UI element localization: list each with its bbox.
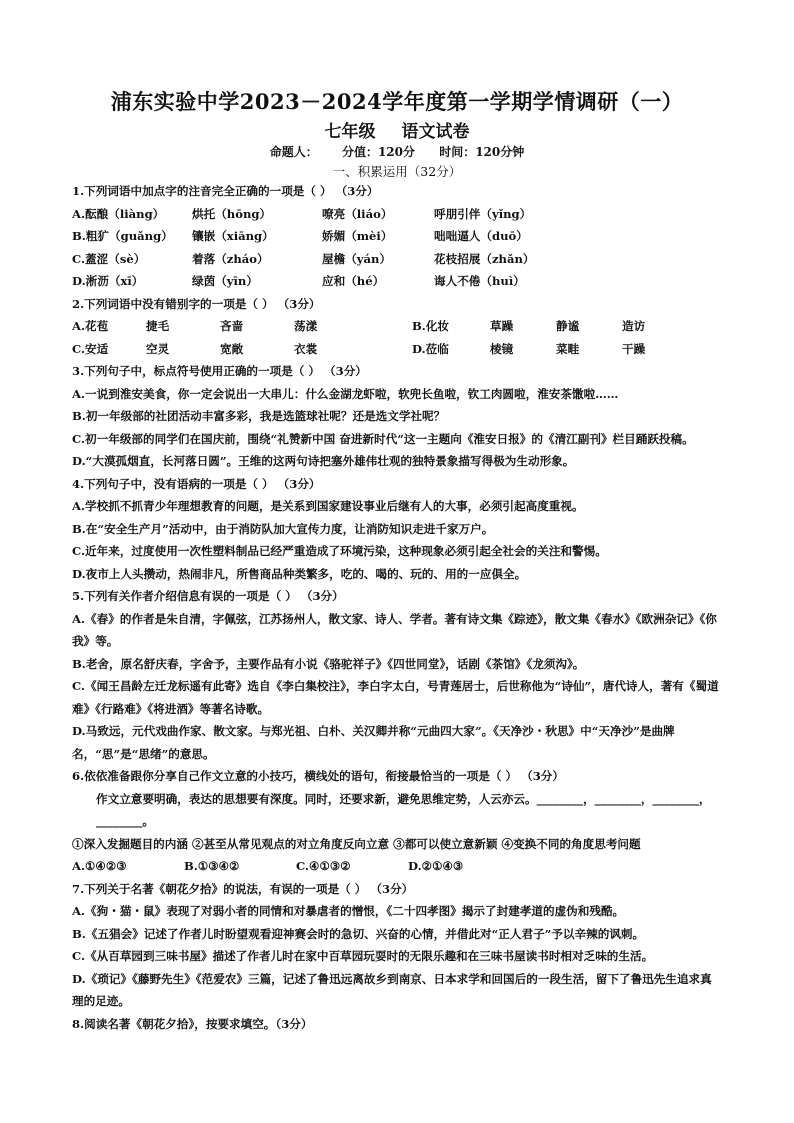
- option-choice: C.④①③②: [296, 859, 351, 873]
- option-word: 嘹亮（liáo）: [322, 206, 393, 221]
- option-word: 衣裳: [294, 341, 318, 356]
- question-8-stem: 8.阅读名著《朝花夕拾》，按要求填空。（3分）: [72, 1016, 313, 1031]
- question-1-option-b: [72, 225, 722, 248]
- question-7-option-a: A.《狗・猫・鼠》表现了对弱小者的同情和对暴虐者的憎恨，《二十四孝图》揭示了封建孝道的虚伪和残酷。: [72, 904, 625, 918]
- question-2-row-2: [72, 338, 722, 361]
- setter-label: 命题人：: [269, 145, 318, 159]
- option-word: 宽敞: [220, 341, 244, 356]
- question-1-stem: 1.下列词语中加点字的注音完全正确的一项是（ ） （3分）: [72, 184, 379, 198]
- option-choice: D.②①④③: [408, 859, 464, 873]
- option-word: 屋檐（yán）: [322, 251, 392, 266]
- question-5-option-b: B.老舍，原名舒庆春，字舍予，主要作品有小说《骆驼祥子》《四世同堂》，话剧《茶馆》《龙须沟》。: [72, 656, 585, 671]
- option-word: 镶嵌（xiāng）: [192, 229, 274, 243]
- question-2-row-1: [72, 315, 722, 338]
- question-6-passage: 作文立意要明确，表达的思想要有深度。同时，还要求新，避免思维定势，人云亦云。________，________，________，________。: [96, 791, 711, 828]
- option-word: 娇媚（mèi）: [322, 229, 393, 243]
- grade-label: 七年级: [324, 122, 376, 142]
- subject-label: 语文试卷: [401, 122, 470, 142]
- option-word: 荡漾: [294, 319, 318, 333]
- question-1-option-a: [72, 203, 722, 226]
- question-1-option-d: [72, 270, 722, 293]
- question-7-option-c: C.《从百草园到三味书屋》描述了作者儿时在家中百草园玩耍时的无限乐趣和在三味书屋读书时相对乏味的生活。: [72, 949, 654, 963]
- option-word: A.花苞: [72, 319, 109, 333]
- question-7-option-d: D.《琐记》《藤野先生》《范爱农》三篇，记述了鲁迅远离故乡到南京、日本求学和回国后的一段生活，留下了鲁迅先生追求真理的足迹。: [72, 971, 712, 1008]
- option-word: 花枝招展（zhǎn）: [434, 251, 535, 266]
- question-7-option-b: B.《五猖会》记述了作者儿时盼望观看迎神赛会时的急切、兴奋的心情，并借此对“正人君子”予以辛辣的讽刺。: [72, 926, 645, 941]
- question-4-option-d: D.夜市上人头攒动，热闹非凡，所售商品种类繁多，吃的、喝的、玩的、用的一应俱全。: [72, 566, 527, 581]
- option-word: 绿茵（yīn）: [192, 274, 258, 288]
- score-label: 分值：120分: [341, 145, 415, 159]
- option-word: 干躁: [622, 341, 646, 356]
- option-word: 呼朋引伴（yǐng）: [434, 206, 532, 221]
- option-word: 咄咄逼人（duō）: [434, 229, 528, 243]
- option-choice: A.①④②③: [72, 859, 127, 873]
- question-5-option-c: C.《闻王昌龄左迁龙标遥有此寄》选自《李白集校注》，李白字太白，号青莲居士，后世称他为“诗仙”，唐代诗人，著有《蜀道难》《行路难》《将进酒》等著名诗歌。: [72, 679, 719, 716]
- question-5-option-a: A.《春》的作者是朱自清，字佩弦，江苏扬州人，散文家、诗人、学者。著有诗文集《踪迹》，散文集《春水》《欧洲杂记》《你我》等。: [72, 611, 717, 648]
- question-4-stem: 4.下列句子中，没有语病的一项是（ ） （3分）: [72, 476, 321, 491]
- question-3-option-c: C.初一年级部的同学们在国庆前，围绕“礼赞新中国 奋进新时代”这一主题向《淮安日报》的《清江副刊》栏目踊跃投稿。: [72, 431, 694, 446]
- option-word: 草躁: [490, 319, 514, 333]
- exam-subtitle: [0, 117, 794, 142]
- time-label: 时间：120分钟: [439, 145, 525, 159]
- question-1-option-c: [72, 248, 722, 271]
- question-3-option-b: B.初一年级部的社团活动丰富多彩，我是选篮球社呢？还是选文学社呢？: [72, 409, 446, 423]
- option-word: 静谧: [556, 319, 580, 333]
- question-7-stem: 7.下列关于名著《朝花夕拾》的说法，有误的一项是（ ） （3分）: [72, 881, 414, 896]
- option-word: A.酝酿（liàng）: [72, 206, 165, 221]
- question-6-stem: 6.依依准备跟你分享自己作文立意的小技巧，横线处的语句，衔接最恰当的一项是（ ） （3分）: [72, 769, 564, 783]
- option-word: 吝啬: [220, 319, 244, 333]
- question-5-stem: 5.下列有关作者介绍信息有误的一项是（ ） （3分）: [72, 589, 344, 603]
- question-3-option-a: A.一说到淮安美食，你一定会说出一大串儿：什么金湖龙虾啦，软兜长鱼啦，钦工肉圆啦，淮安茶馓啦……: [72, 386, 619, 401]
- option-word: C.蓋涩（sè）: [72, 251, 146, 266]
- option-word: B.化妆: [412, 319, 450, 333]
- question-3-option-d: D.“大漠孤烟直，长河落日圆”。王维的这两句诗把塞外雄伟壮观的独特景象描写得极为生动形象。: [72, 454, 575, 468]
- exam-title: 浦东实验中学2023－2024学年度第一学期学情调研（一）: [110, 89, 684, 114]
- option-word: D.淅沥（xī）: [72, 274, 144, 288]
- option-word: 诲人不倦（huì）: [434, 274, 525, 288]
- question-2-stem: 2.下列词语中没有错别字的一项是（ ） （3分）: [72, 296, 321, 311]
- section-heading: 一、积累运用（32分）: [332, 164, 462, 179]
- option-word: 捷毛: [146, 319, 170, 333]
- question-4-option-a: A.学校抓不抓青少年理想教育的问题，是关系到国家建设事业后继有人的大事，必须引起高度重视。: [72, 499, 584, 513]
- option-word: 造访: [622, 319, 646, 333]
- question-6-items: ①深入发掘题目的内涵 ②甚至从常见观点的对立角度反向立意 ③都可以使立意新颖 ④变换不同的角度思考问题: [72, 836, 641, 851]
- option-word: 烘托（hōng）: [192, 206, 272, 221]
- option-word: 棱镜: [490, 341, 514, 356]
- option-word: C.安适: [72, 341, 109, 356]
- question-5-option-d: D.马致远，元代戏曲作家、散文家。与郑光祖、白朴、关汉卿并称“元曲四大家”。《天净沙・秋思》中“天净沙”是曲牌名，“思”是“思绪”的意思。: [72, 724, 675, 761]
- option-word: D.莅临: [412, 341, 449, 356]
- option-word: 空灵: [146, 341, 170, 356]
- question-4-option-c: C.近年来，过度使用一次性塑料制品已经严重造成了环境污染，这种现象必须引起全社会的关注和警惕。: [72, 544, 607, 558]
- question-3-stem: 3.下列句子中，标点符号使用正确的一项是（ ） （3分）: [72, 364, 367, 378]
- option-word: 应和（hé）: [322, 274, 385, 288]
- option-choice: B.①③④②: [184, 859, 240, 873]
- option-word: 着落（zháo）: [192, 251, 269, 266]
- exam-meta: [0, 143, 794, 160]
- question-list: [72, 180, 722, 1035]
- question-6-options: [72, 855, 722, 878]
- option-word: 菜畦: [556, 341, 580, 356]
- option-word: B.粗犷（guǎng）: [72, 229, 173, 243]
- question-4-option-b: B.在“安全生产月”活动中，由于消防队加大宣传力度，让消防知识走进千家万户。: [72, 521, 494, 536]
